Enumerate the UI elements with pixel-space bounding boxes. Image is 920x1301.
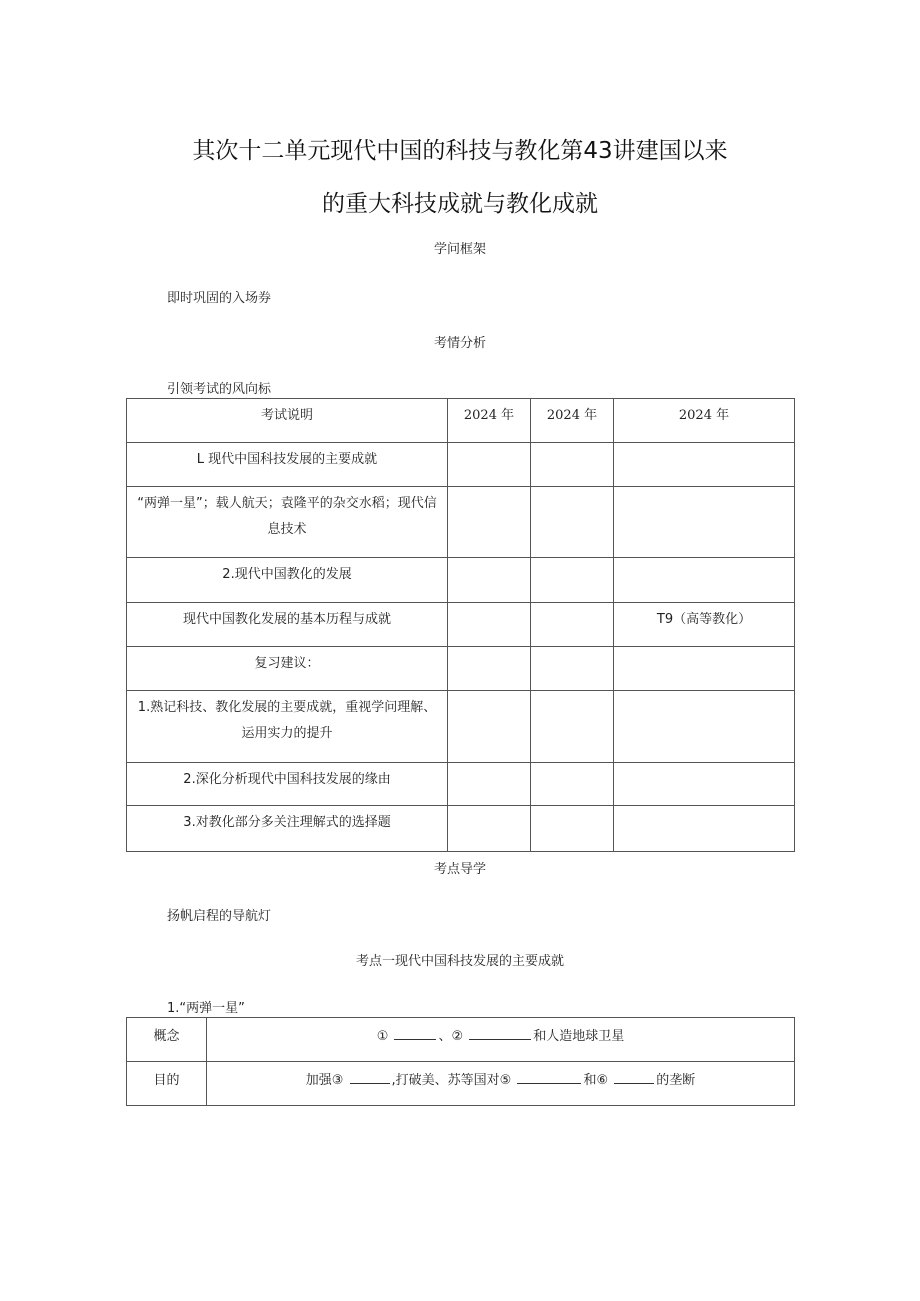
purpose-prefix: 加强③ bbox=[305, 1073, 344, 1088]
section-framework: 学问框架 bbox=[433, 242, 486, 257]
section-points: 考点导学 bbox=[433, 862, 486, 877]
table-row bbox=[127, 763, 795, 806]
table-row-purpose bbox=[127, 1062, 795, 1106]
row-label-concept: 概念 bbox=[127, 1018, 207, 1062]
document-title-line-1: 其次十二单元现代中国的科技与教化第43讲建国以来 bbox=[192, 138, 728, 164]
marker-2: ② bbox=[451, 1029, 464, 1044]
table-cell bbox=[614, 806, 795, 852]
fill-blank-3[interactable] bbox=[350, 1069, 390, 1084]
table-cell bbox=[614, 487, 795, 558]
row-label-purpose: 目的 bbox=[127, 1062, 207, 1106]
concept-tail: 和人造地球卫星 bbox=[533, 1029, 625, 1044]
marker-1: ① bbox=[376, 1029, 389, 1044]
table-cell bbox=[448, 558, 531, 603]
fill-blank-2[interactable] bbox=[469, 1025, 531, 1040]
table-cell: 3.对教化部分多关注理解式的选择题 bbox=[127, 806, 448, 852]
section-analysis: 考情分析 bbox=[433, 336, 486, 351]
point-one-heading: 考点一现代中国科技发展的主要成就 bbox=[355, 954, 564, 969]
table-cell bbox=[448, 691, 531, 763]
two-bombs-table bbox=[126, 1017, 795, 1106]
header-year: 2024 年 bbox=[531, 399, 614, 443]
concept-content bbox=[207, 1018, 795, 1062]
table-cell bbox=[614, 647, 795, 691]
table-cell bbox=[531, 487, 614, 558]
table-cell bbox=[531, 763, 614, 806]
table-cell bbox=[531, 603, 614, 647]
table-cell: 2.深化分析现代中国科技发展的缘由 bbox=[127, 763, 448, 806]
table-row bbox=[127, 603, 795, 647]
table-cell: 复习建议： bbox=[127, 647, 448, 691]
fill-blank-5[interactable] bbox=[517, 1069, 581, 1084]
table-cell bbox=[448, 647, 531, 691]
table-cell bbox=[614, 443, 795, 487]
table-row bbox=[127, 806, 795, 852]
table-header-row bbox=[127, 399, 795, 443]
item-two-bombs-one-star: 1.“两弹一星” bbox=[167, 1001, 245, 1016]
table-cell: 现代中国教化发展的基本历程与成就 bbox=[127, 603, 448, 647]
table-cell bbox=[531, 443, 614, 487]
table-cell bbox=[614, 691, 795, 763]
table-row bbox=[127, 691, 795, 763]
table-cell bbox=[531, 806, 614, 852]
table-cell bbox=[531, 691, 614, 763]
section-entry: 即时巩固的入场券 bbox=[167, 291, 272, 306]
fill-blank-1[interactable] bbox=[394, 1025, 436, 1040]
table-cell bbox=[531, 647, 614, 691]
table-cell: 1.熟记科技、教化发展的主要成就，重视学问理解、运用实力的提升 bbox=[127, 691, 448, 763]
purpose-content bbox=[207, 1062, 795, 1106]
table-cell bbox=[448, 487, 531, 558]
table-cell: T9（高等教化） bbox=[614, 603, 795, 647]
purpose-tail: 的垄断 bbox=[656, 1073, 696, 1088]
table-cell bbox=[614, 763, 795, 806]
table-cell: 2.现代中国教化的发展 bbox=[127, 558, 448, 603]
fill-blank-6[interactable] bbox=[614, 1069, 654, 1084]
purpose-middle: ,打破美、苏等国对⑤ bbox=[391, 1073, 512, 1088]
purpose-and: 和⑥ bbox=[583, 1073, 609, 1088]
table-cell: “两弹一星”；载人航天；袁隆平的杂交水稻；现代信息技术 bbox=[127, 487, 448, 558]
separator: 、 bbox=[438, 1029, 452, 1044]
document-title-line-2: 的重大科技成就与教化成就 bbox=[322, 191, 598, 217]
header-year: 2024 年 bbox=[614, 399, 795, 443]
table-row-concept bbox=[127, 1018, 795, 1062]
table-row bbox=[127, 487, 795, 558]
exam-table bbox=[126, 398, 795, 852]
table-cell bbox=[614, 558, 795, 603]
table-cell bbox=[448, 763, 531, 806]
table-cell bbox=[531, 558, 614, 603]
table-row bbox=[127, 558, 795, 603]
table-cell bbox=[448, 603, 531, 647]
section-nav: 扬帆启程的导航灯 bbox=[167, 909, 272, 924]
table-cell bbox=[448, 443, 531, 487]
table-cell: L 现代中国科技发展的主要成就 bbox=[127, 443, 448, 487]
table-cell bbox=[448, 806, 531, 852]
table-row bbox=[127, 647, 795, 691]
section-guide: 引领考试的风向标 bbox=[167, 382, 272, 397]
table-row bbox=[127, 443, 795, 487]
header-exam-notes: 考试说明 bbox=[127, 399, 448, 443]
header-year: 2024 年 bbox=[448, 399, 531, 443]
